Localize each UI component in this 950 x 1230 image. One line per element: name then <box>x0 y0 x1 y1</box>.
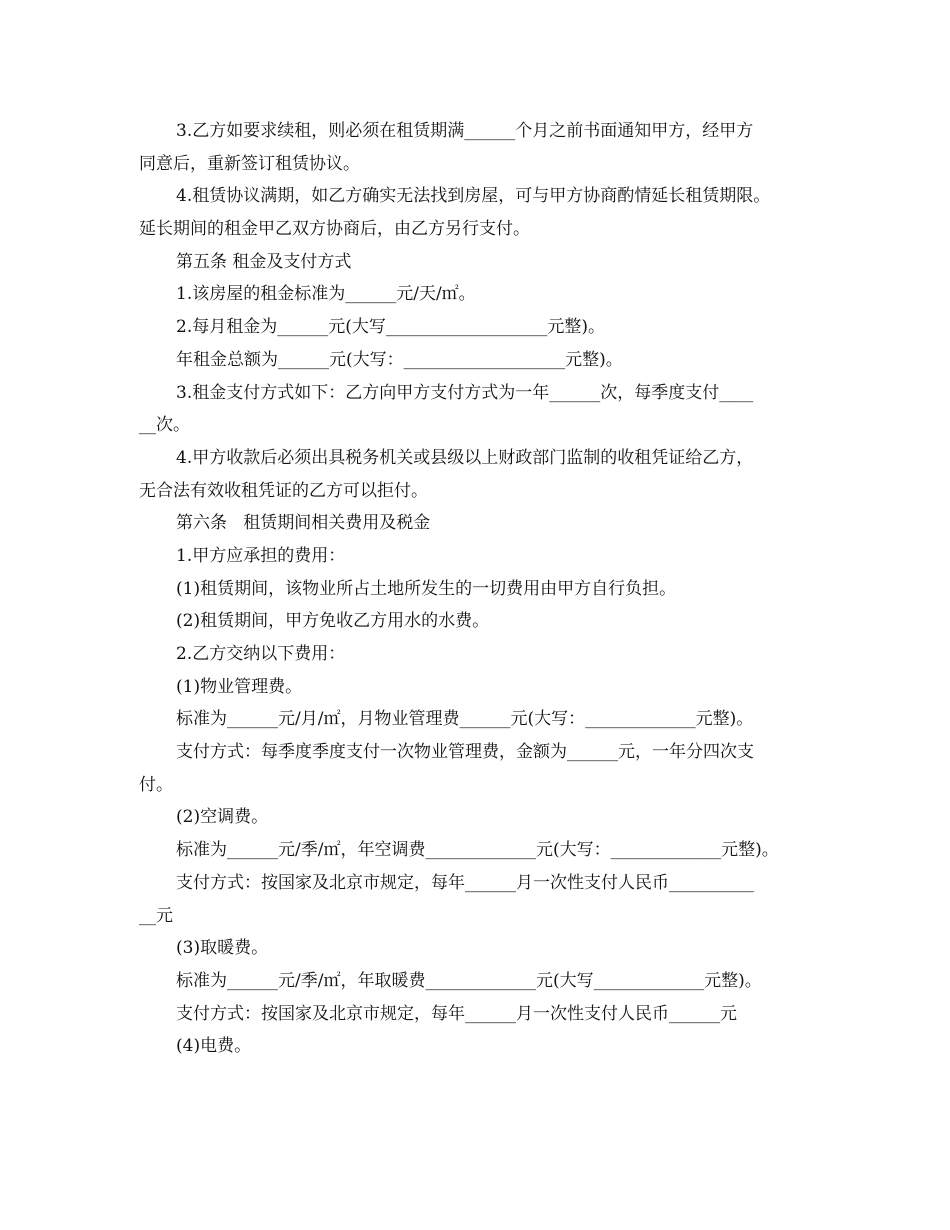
document-line: 支付方式：按国家及北京市规定，每年______月一次性支付人民币______元 <box>176 1003 737 1024</box>
document-line: 4.租赁协议满期，如乙方确实无法找到房屋，可与甲方协商酌情延长租赁期限。 <box>176 186 771 207</box>
document-line: (2)空调费。 <box>176 807 269 828</box>
document-body <box>139 115 829 1063</box>
document-line: 标准为______元/季/㎡，年空调费_____________元(大写：_____________元整)。 <box>176 840 779 861</box>
document-line: (4)电费。 <box>176 1036 252 1057</box>
document-line: 1.该房屋的租金标准为______元/天/㎡。 <box>176 284 476 305</box>
document-line: 支付方式：每季度季度支付一次物业管理费，金额为______元，一年分四次支 <box>176 742 754 763</box>
document-line: 第五条 租金及支付方式 <box>176 251 352 272</box>
document-line: 第六条 租赁期间相关费用及税金 <box>176 513 431 534</box>
document-line: 3.租金支付方式如下：乙方向甲方支付方式为一年______次，每季度支付____ <box>176 382 754 403</box>
document-line: (1)租赁期间，该物业所占土地所发生的一切费用由甲方自行负担。 <box>176 578 677 599</box>
document-line: 3.乙方如要求续租，则必须在租赁期满______个月之前书面通知甲方，经甲方 <box>176 121 754 141</box>
document-line: 付。 <box>139 774 173 795</box>
document-line: 标准为______元/季/㎡，年取暖费_____________元(大写_____________元整)。 <box>176 970 762 991</box>
document-line: 延长期间的租金甲乙双方协商后，由乙方另行支付。 <box>139 219 530 240</box>
document-line: __次。 <box>139 415 190 436</box>
document-line: 无合法有效收租凭证的乙方可以拒付。 <box>139 480 428 501</box>
document-line: 标准为______元/月/㎡，月物业管理费______元(大写：_____________元整)。 <box>176 709 754 730</box>
document-line: 2.每月租金为______元(大写___________________元整)。 <box>176 317 605 338</box>
document-line: 1.甲方应承担的费用： <box>176 545 346 566</box>
document-line: 2.乙方交纳以下费用： <box>176 644 346 664</box>
document-line: 支付方式：按国家及北京市规定，每年______月一次性支付人民币__________ <box>176 872 754 893</box>
document-line: 年租金总额为______元(大写：___________________元整)。 <box>176 349 623 370</box>
document-line: (2)租赁期间，甲方免收乙方用水的水费。 <box>176 611 490 632</box>
document-line: 4.甲方收款后必须出具税务机关或县级以上财政部门监制的收租凭证给乙方， <box>176 447 754 468</box>
document-line: __元 <box>139 905 173 926</box>
document-line: (1)物业管理费。 <box>176 676 303 697</box>
document-line: 同意后，重新签订租赁协议。 <box>139 153 360 174</box>
document-line: (3)取暖费。 <box>176 938 269 959</box>
